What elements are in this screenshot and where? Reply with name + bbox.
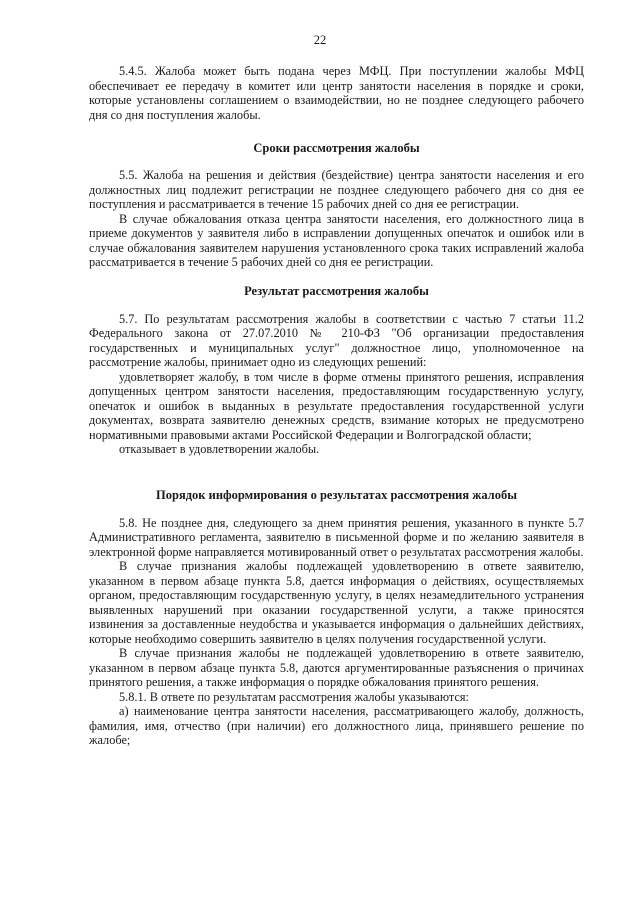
paragraph-5-7-refuse: отказывает в удовлетворении жалобы. (119, 442, 320, 456)
page-number: 22 (313, 33, 327, 47)
paragraph-5-4-5: 5.4.5. Жалоба может быть подана через МФЦ. При поступлении жалобы МФЦ обеспечивает ее передачу в комитет или центр занятости населения в порядке и сроки, которые установлены соглашением о взаимодействии, но не позднее следующего рабочего дня со дня поступления жалобы. (89, 64, 584, 122)
document-body (89, 64, 584, 748)
paragraph-5-7: 5.7. По результатам рассмотрения жалобы в соответствии с частью 7 статьи 11.2 Федерального закона от 27.07.2010 № 210-ФЗ "Об организации предоставления государственных и муниципальных услуг" должностное лицо, уполномоченное на рассмотрение жалобы, принимает одно из следующих решений: (89, 311, 584, 369)
paragraph-5-8-satisfied: В случае признания жалобы подлежащей удовлетворению в ответе заявителю, указанном в первом абзаце пункта 5.8, дается информация о действиях, осуществляемых органом, предоставляющим государственную услугу, в целях незамедлительного устранения выявленных нарушений при оказании государственной услуги, а также приносятся извинения за доставленные неудобства и указывается информация о дальнейших действиях, которые необходимо совершить заявителю в целях получения государственной услуги. (89, 559, 584, 646)
paragraph-5-8-1-a: а) наименование центра занятости населения, рассматривающего жалобу, должность, фамилия, имя, отчество (при наличии) его должностного лица, принявшего решение по жалобе; (89, 704, 584, 747)
paragraph-5-7-satisfy: удовлетворяет жалобу, в том числе в форме отмены принятого решения, исправления допущенных центром занятости населения, предоставляющим государственную услугу, опечаток и ошибок в выданных в результате предоставления государственной услуги документах, возврата заявителю денежных средств, взимание которых не предусмотрено нормативными правовыми актами Российской Федерации и Волгоградской области; (89, 369, 584, 442)
heading-review-result: Результат рассмотрения жалобы (244, 283, 429, 298)
heading-inform-procedure: Порядок информирования о результатах рассмотрения жалобы (156, 487, 517, 502)
paragraph-5-8: 5.8. Не позднее дня, следующего за днем принятия решения, указанного в пункте 5.7 Административного регламента, заявителю в письменной форме и по желанию заявителя в электронной форме направляется мотивированный ответ о результатах рассмотрения жалобы. (89, 515, 584, 559)
paragraph-5-5: 5.5. Жалоба на решения и действия (бездействие) центра занятости населения и его должностных лиц подлежит регистрации не позднее следующего рабочего дня со дня ее поступления и рассматривается в течение 15 рабочих дней со дня ее регистрации. (89, 168, 584, 211)
paragraph-5-8-1: 5.8.1. В ответе по результатам рассмотрения жалобы указываются: (119, 689, 469, 704)
paragraph-5-8-rejected: В случае признания жалобы не подлежащей удовлетворению в ответе заявителю, указанном в первом абзаце пункта 5.8, даются аргументированные разъяснения о причинах принятого решения, а также информация о порядке обжалования принятого решения. (89, 646, 584, 689)
paragraph-5-5-appeal: В случае обжалования отказа центра занятости населения, его должностного лица в приеме документов у заявителя либо в исправлении допущенных опечаток и ошибок или в случае обжалования заявителем нарушения установленного срока таких исправлений жалоба рассматривается в течение 5 рабочих дней со дня ее регистрации. (89, 211, 584, 269)
heading-review-terms: Сроки рассмотрения жалобы (253, 141, 420, 155)
